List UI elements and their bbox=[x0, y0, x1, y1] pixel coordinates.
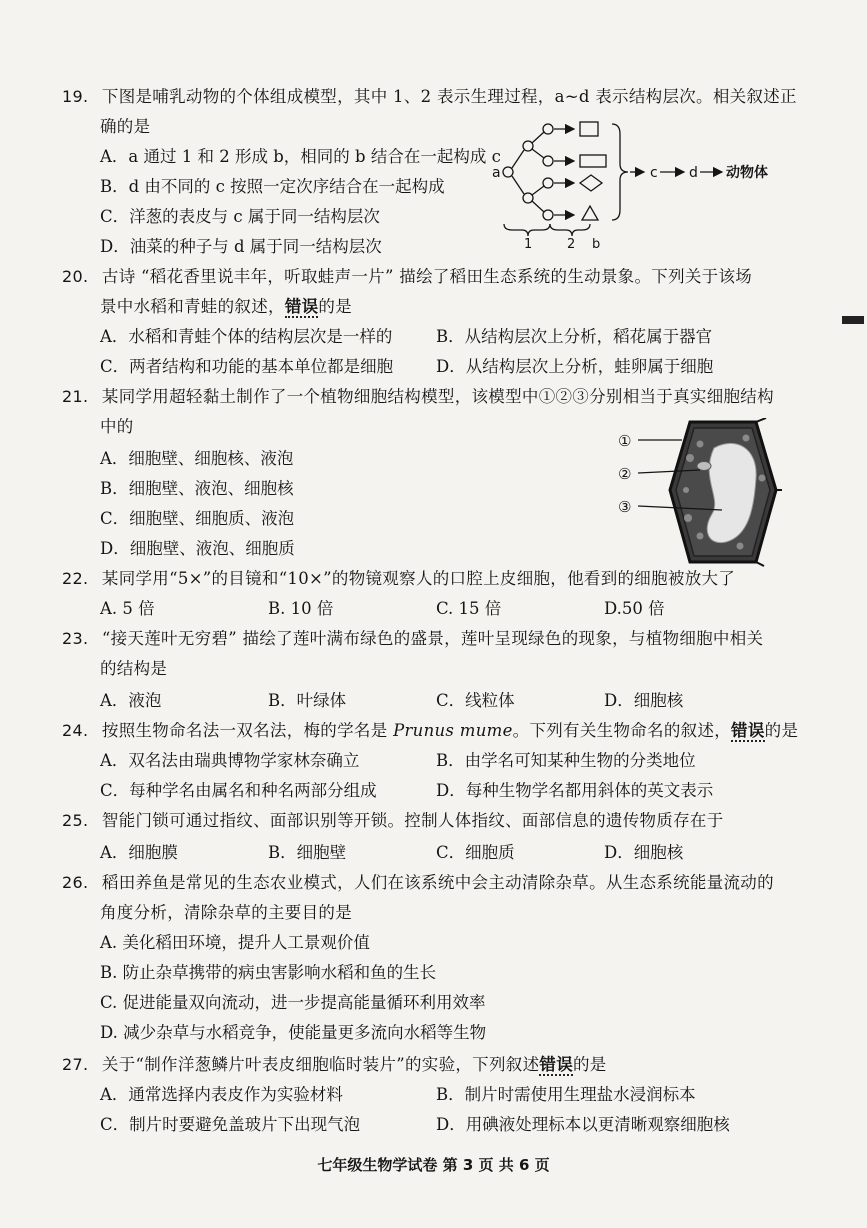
question-number: 26. bbox=[62, 873, 89, 892]
q20-option-c: C．两者结构和功能的基本单位都是细胞 bbox=[100, 357, 394, 376]
q26-stem-line1: 26. 稻田养鱼是常见的生态农业模式，人们在该系统中会主动清除杂草。从生态系统能量流动的 bbox=[62, 873, 774, 892]
question-number: 25. bbox=[62, 811, 89, 830]
diagram-label-c: c bbox=[650, 165, 658, 181]
q19-stem-line2: 确的是 bbox=[100, 117, 151, 136]
q22-option-b: B. 10 倍 bbox=[268, 599, 334, 618]
label-3: ③ bbox=[618, 498, 632, 516]
diagram-label-2: 2 bbox=[567, 237, 576, 250]
q24-option-a: A．双名法由瑞典博物学家林奈确立 bbox=[100, 751, 360, 770]
q21-option-b: B．细胞壁、液泡、细胞核 bbox=[100, 479, 294, 498]
q20-option-d: D．从结构层次上分析，蛙卵属于细胞 bbox=[436, 357, 714, 376]
q27-option-b: B．制片时需使用生理盐水浸润标本 bbox=[436, 1085, 696, 1104]
label-1: ① bbox=[618, 432, 632, 450]
q21-option-c: C．细胞壁、细胞质、液泡 bbox=[100, 509, 295, 528]
q27-option-a: A．通常选择内表皮作为实验材料 bbox=[100, 1085, 343, 1104]
q25-option-c: C．细胞质 bbox=[436, 843, 515, 862]
q23-stem-line1: 23. “接天莲叶无穷碧” 描绘了莲叶满布绿色的盛景，莲叶呈现绿色的现象，与植物细胞中相关 bbox=[62, 629, 764, 648]
page-footer: 七年级生物学试卷 第 3 页 共 6 页 bbox=[317, 1156, 550, 1174]
q21-option-a: A．细胞壁、细胞核、液泡 bbox=[100, 449, 294, 468]
q26-option-b: B. 防止杂草携带的病虫害影响水稻和鱼的生长 bbox=[100, 963, 437, 982]
diagram-label-b: b bbox=[592, 237, 601, 250]
question-number: 19. bbox=[62, 87, 89, 106]
emphasis-wrong: 错误 bbox=[284, 297, 319, 316]
question-number: 20. bbox=[62, 267, 89, 286]
q23-option-a: A．液泡 bbox=[100, 691, 162, 710]
q23-option-d: D．细胞核 bbox=[604, 691, 684, 710]
emphasis-wrong: 错误 bbox=[539, 1055, 573, 1074]
q25-option-d: D．细胞核 bbox=[604, 843, 684, 862]
diagram-label-1: 1 bbox=[524, 237, 533, 250]
q19-stem-line1: 19. 下图是哺乳动物的个体组成模型，其中 1、2 表示生理过程，a~d 表示结构层次。相关叙述正 bbox=[62, 87, 797, 106]
label-2: ② bbox=[618, 465, 632, 483]
question-number: 24. bbox=[62, 721, 89, 740]
q24-stem-line1: 24. 按照生物命名法一双名法，梅的学名是 Prunus mume。下列有关生物命名的叙述，错误的是 bbox=[62, 721, 799, 740]
q25-option-a: A．细胞膜 bbox=[100, 843, 178, 862]
q19-option-c: C．洋葱的表皮与 c 属于同一结构层次 bbox=[100, 207, 380, 226]
page-edge-mark bbox=[842, 316, 864, 324]
q19-option-d: D．油菜的种子与 d 属于同一结构层次 bbox=[100, 237, 382, 256]
q26-option-d: D. 减少杂草与水稻竞争，使能量更多流向水稻等生物 bbox=[100, 1023, 487, 1042]
diagram-label-d: d bbox=[689, 165, 698, 181]
q25-option-b: B．细胞壁 bbox=[268, 843, 347, 862]
q23-stem-line2: 的结构是 bbox=[100, 659, 168, 678]
q26-option-c: C. 促进能量双向流动，进一步提高能量循环利用效率 bbox=[100, 993, 486, 1012]
diagram-label-organism: 动物体 bbox=[726, 165, 768, 181]
q21-option-d: D．细胞壁、液泡、细胞质 bbox=[100, 539, 295, 558]
question-number: 23. bbox=[62, 629, 89, 648]
plant-cell-model-figure bbox=[618, 418, 783, 568]
q19-option-b: B．d 由不同的 c 按照一定次序结合在一起构成 bbox=[100, 177, 445, 196]
q26-option-a: A. 美化稻田环境，提升人工景观价值 bbox=[100, 933, 370, 952]
latin-name: Prunus mume bbox=[393, 721, 513, 740]
q19-structure-diagram bbox=[488, 112, 788, 250]
question-number: 27. bbox=[62, 1055, 89, 1074]
q22-stem-line1: 22. 某同学用“5×”的目镜和“10×”的物镜观察人的口腔上皮细胞，他看到的细胞被放大了 bbox=[62, 569, 736, 588]
q24-option-d: D．每种生物学名都用斜体的英文表示 bbox=[436, 781, 714, 800]
q22-option-d: D.50 倍 bbox=[604, 599, 665, 618]
q19-option-a: A．a 通过 1 和 2 形成 b，相同的 b 结合在一起构成 c bbox=[100, 147, 501, 166]
q20-stem-line1: 20. 古诗 “稻花香里说丰年，听取蛙声一片” 描绘了稻田生态系统的生动景象。下列关于该场 bbox=[62, 267, 753, 286]
q22-option-a: A. 5 倍 bbox=[100, 599, 155, 618]
q27-option-c: C．制片时要避免盖玻片下出现气泡 bbox=[100, 1115, 361, 1134]
q21-stem-line1: 21. 某同学用超轻黏土制作了一个植物细胞结构模型，该模型中①②③分别相当于真实细胞结构 bbox=[62, 387, 774, 406]
q23-option-c: C．线粒体 bbox=[436, 691, 515, 710]
question-number: 22. bbox=[62, 569, 89, 588]
q22-option-c: C. 15 倍 bbox=[436, 599, 502, 618]
q24-option-c: C．每种学名由属名和种名两部分组成 bbox=[100, 781, 377, 800]
q25-stem-line1: 25. 智能门锁可通过指纹、面部识别等开锁。控制人体指纹、面部信息的遗传物质存在于 bbox=[62, 811, 724, 830]
emphasis-wrong: 错误 bbox=[731, 721, 765, 740]
question-number: 21. bbox=[62, 387, 89, 406]
q20-stem-line2: 景中水稻和青蛙的叙述，错误的是 bbox=[100, 297, 353, 316]
q24-option-b: B．由学名可知某种生物的分类地位 bbox=[436, 751, 696, 770]
q20-option-a: A．水稻和青蛙个体的结构层次是一样的 bbox=[100, 327, 393, 346]
q23-option-b: B．叶绿体 bbox=[268, 691, 347, 710]
q26-stem-line2: 角度分析，清除杂草的主要目的是 bbox=[100, 903, 352, 922]
diagram-label-a: a bbox=[492, 165, 501, 181]
q27-stem-line1: 27. 关于“制作洋葱鳞片叶表皮细胞临时装片”的实验，下列叙述错误的是 bbox=[62, 1055, 607, 1074]
q20-option-b: B．从结构层次上分析，稻花属于器官 bbox=[436, 327, 713, 346]
q21-stem-line2: 中的 bbox=[100, 417, 134, 436]
q27-option-d: D．用碘液处理标本以更清晰观察细胞核 bbox=[436, 1115, 730, 1134]
